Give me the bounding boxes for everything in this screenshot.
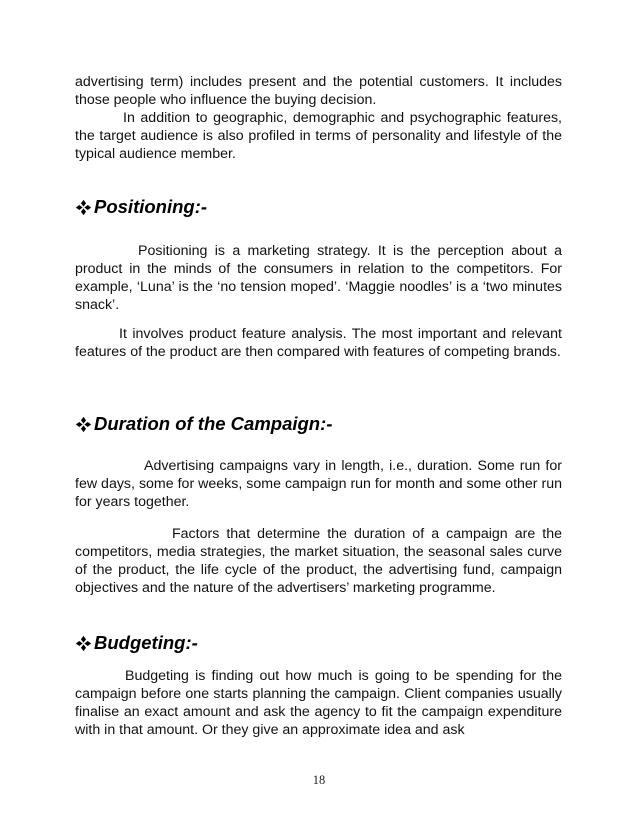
positioning-paragraph-1: Positioning is a marketing strategy. It is the perception about a product in the minds of the consumers in relation to the competitors. For example, ‘Luna’ is the ‘no tension moped’. ‘Maggie noodles’ is a ‘two minutes snack’. <box>75 243 562 313</box>
positioning-heading-text: Positioning:- <box>94 196 208 217</box>
intro-paragraph-1: advertising term) includes present and the potential customers. It includes those people who influence the buying decision. <box>75 74 562 108</box>
positioning-heading <box>75 196 207 218</box>
budgeting-heading-text: Budgeting:- <box>94 632 198 653</box>
duration-paragraph-1: Advertising campaigns vary in length, i.e., duration. Some run for few days, some for weeks, some campaign run for month and some other run for years together. <box>75 458 562 510</box>
budgeting-paragraph-1: Budgeting is finding out how much is going to be spending for the campaign before one starts planning the campaign. Client companies usually finalise an exact amount and ask the agency to fit the campaign expenditure with in that amount. Or they give an approximate idea and ask <box>75 668 562 738</box>
positioning-paragraph-2: It involves product feature analysis. The most important and relevant features of the product are then compared with features of competing brands. <box>75 326 562 360</box>
four-diamond-icon <box>75 416 92 433</box>
intro-paragraph-2: In addition to geographic, demographic and psychographic features, the target audience is also profiled in terms of personality and lifestyle of the typical audience member. <box>75 110 562 162</box>
four-diamond-icon <box>75 199 92 216</box>
page-number: 18 <box>312 773 326 787</box>
duration-heading <box>75 413 332 435</box>
duration-paragraph-2: Factors that determine the duration of a campaign are the competitors, media strategies, the market situation, the seasonal sales curve of the product, the life cycle of the product, the advertising fund, campaign objectives and the nature of the advertisers’ marketing programme. <box>75 526 562 596</box>
duration-heading-text: Duration of the Campaign:- <box>94 413 333 434</box>
four-diamond-icon <box>75 635 92 652</box>
budgeting-heading <box>75 632 198 654</box>
